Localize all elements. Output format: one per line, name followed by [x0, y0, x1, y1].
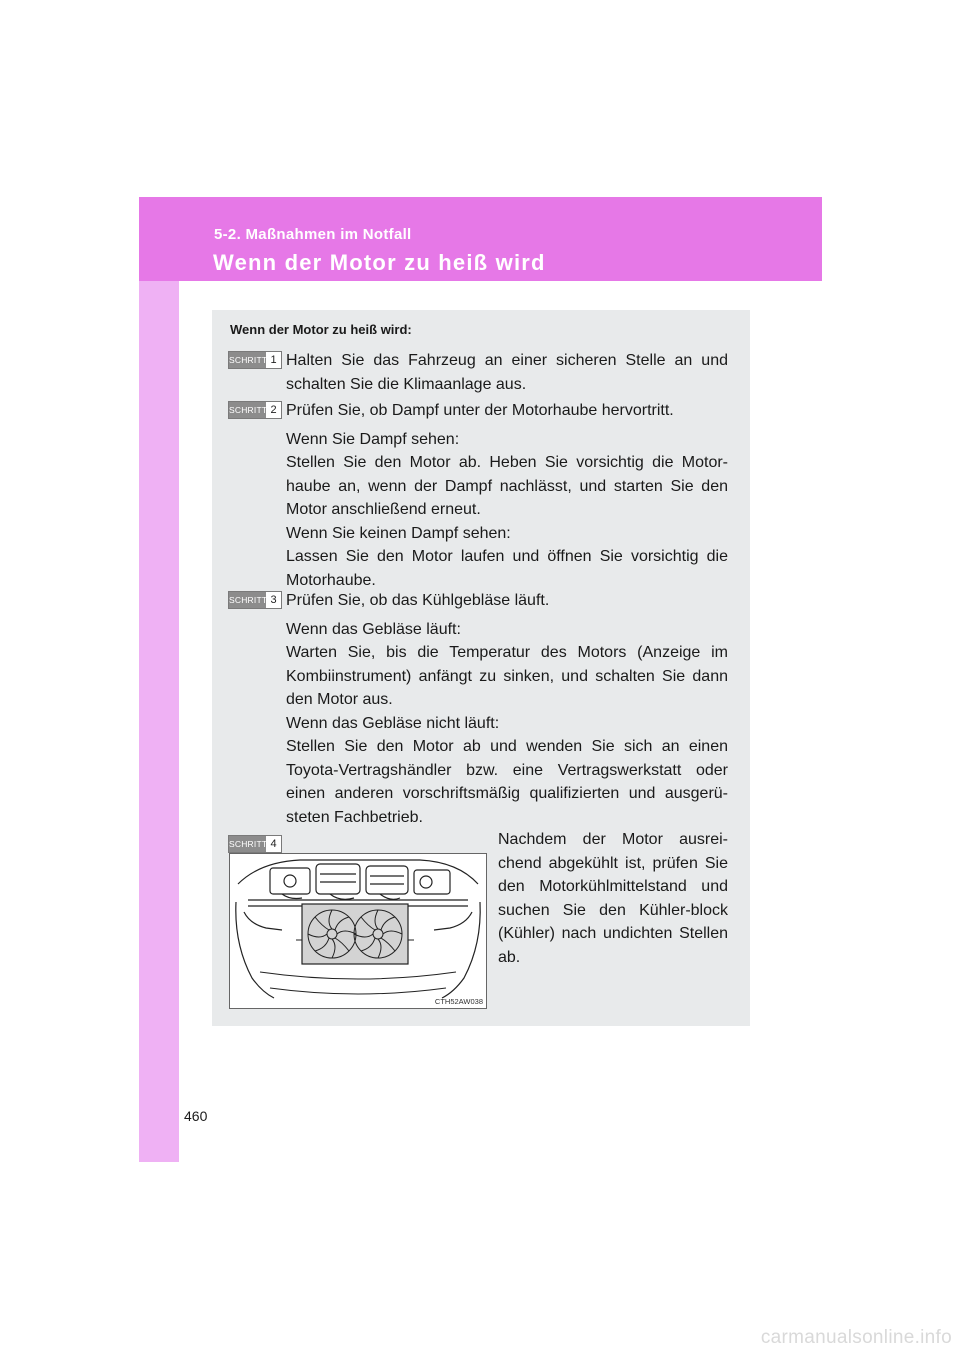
step-1-text: Halten Sie das Fahrzeug an einer sicheren Stelle an und schalten Sie die Klimaanlage aus.: [286, 352, 728, 393]
section-label: 5-2. Maßnahmen im Notfall: [214, 226, 412, 243]
step-3-text: Prüfen Sie, ob das Kühlgebläse läuft.: [286, 592, 550, 609]
step-2-case1-title: Wenn Sie Dampf sehen:: [286, 431, 460, 448]
step-3-case2-text: Stellen Sie den Motor ab und wenden Sie sich an einen Toyota-Vertragshändler bzw. eine Vertragswerkstatt oder einen anderen vorschriftsmäßig qualifizierten und ausgerü-steten Fachbetrieb.: [286, 738, 728, 826]
step-word: SCHRITT: [229, 592, 266, 608]
step-3-badge: [228, 591, 282, 609]
watermark: carmanualsonline.info: [760, 1327, 952, 1348]
step-word: SCHRITT: [229, 402, 266, 418]
step-3-case2-title: Wenn das Gebläse nicht läuft:: [286, 715, 500, 732]
page-number: 460: [184, 1108, 208, 1124]
step-2-case2-text: Lassen Sie den Motor laufen und öffnen Sie vorsichtig die Motorhaube.: [286, 548, 728, 589]
step-number: 4: [270, 838, 277, 850]
step-2-text: Prüfen Sie, ob Dampf unter der Motorhaube hervortritt.: [286, 402, 674, 419]
step-number: 3: [270, 594, 277, 606]
step-4-badge: [228, 835, 282, 853]
step-2-badge: [228, 401, 282, 419]
step-3-case1-title: Wenn das Gebläse läuft:: [286, 621, 461, 638]
step-number: 1: [270, 354, 277, 366]
box-heading: Wenn der Motor zu heiß wird:: [230, 322, 412, 337]
step-2-case1-text: Stellen Sie den Motor ab. Heben Sie vorsichtig die Motor-haube an, wenn der Dampf nachlässt, und starten Sie den Motor anschließend erneut.: [286, 454, 728, 518]
step-1-badge: [228, 351, 282, 369]
side-strip: [139, 197, 179, 1162]
step-4-text: Nachdem der Motor ausrei-chend abgekühlt ist, prüfen Sie den Motorkühlmittelstand und suchen Sie den Kühler-block (Kühler) nach undichten Stellen ab.: [498, 831, 728, 966]
page-title: Wenn der Motor zu heiß wird: [213, 250, 546, 275]
engine-bay-drawing: [230, 854, 486, 1008]
figure-code: CTH52AW038: [434, 997, 483, 1006]
engine-bay-illustration: [229, 853, 487, 1009]
step-2-case2-title: Wenn Sie keinen Dampf sehen:: [286, 525, 511, 542]
step-number: 2: [270, 404, 277, 416]
step-3-case1-text: Warten Sie, bis die Temperatur des Motors (Anzeige im Kombiinstrument) anfängt zu sinken, und schalten Sie dann den Motor aus.: [286, 644, 728, 708]
step-word: SCHRITT: [229, 836, 266, 852]
step-word: SCHRITT: [229, 352, 266, 368]
